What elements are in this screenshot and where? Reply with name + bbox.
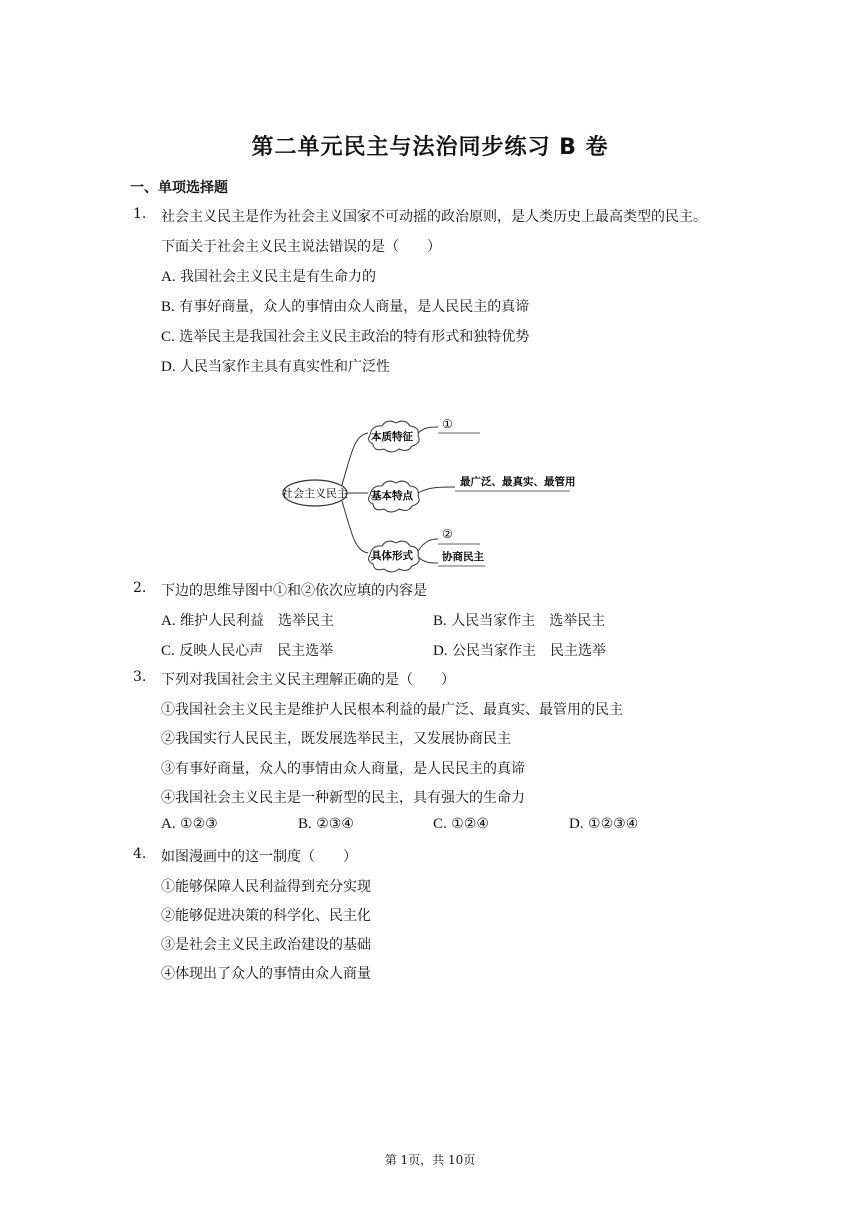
- question-stem: 社会主义民主是作为社会主义国家不可动摇的政治原则，是人类历史上最高类型的民主。: [161, 209, 707, 225]
- option-label: A.: [161, 816, 176, 832]
- statement-item: ①能够保障人民利益得到充分实现: [161, 879, 371, 895]
- question-stem: 如图漫画中的这一制度（ ）: [161, 849, 357, 865]
- statement-item: ②我国实行人民民主，既发展选举民主，又发展协商民主: [161, 731, 511, 747]
- mind-map-connector: [418, 487, 455, 493]
- blank-marker: ②: [442, 527, 453, 541]
- option-label: D.: [569, 816, 584, 832]
- question-number: 4.: [133, 846, 147, 862]
- statement-item: ③是社会主义民主政治建设的基础: [161, 937, 371, 953]
- option-d: [433, 640, 606, 660]
- question-stem: 下面关于社会主义民主说法错误的是（ ）: [161, 239, 441, 255]
- statement-item: ③有事好商量，众人的事情由众人商量，是人民民主的真谛: [161, 761, 525, 777]
- mind-map-center-label: 社会主义民主: [282, 487, 348, 500]
- section-heading: 一、单项选择题: [130, 180, 228, 196]
- question-number: 1.: [133, 206, 147, 222]
- option-a: [161, 610, 334, 630]
- option-text: 选举民主是我国社会主义民主政治的特有形式和独特优势: [179, 329, 530, 345]
- mind-map-branch-text: 协商民主: [442, 551, 484, 563]
- option-text: 反映人民心声 民主选举: [179, 643, 334, 659]
- option-text: 我国社会主义民主是有生命力的: [180, 269, 377, 285]
- option-b: [161, 296, 529, 316]
- option-text: ①②③: [180, 816, 218, 832]
- page-title: 第二单元民主与法治同步练习 B 卷: [251, 135, 609, 160]
- option-text: 有事好商量，众人的事情由众人商量，是人民民主的真谛: [179, 299, 530, 315]
- option-c: [433, 816, 489, 833]
- mind-map-connector: [342, 501, 368, 553]
- option-text: 人民当家作主 选举民主: [451, 613, 606, 629]
- option-label: B.: [433, 613, 447, 629]
- option-c: [161, 326, 529, 346]
- mind-map-connector: [342, 433, 368, 485]
- option-label: B.: [298, 816, 312, 832]
- option-label: B.: [161, 299, 175, 315]
- blank-marker: ①: [442, 417, 453, 431]
- option-b: [433, 610, 605, 630]
- mind-map-connector: [418, 427, 438, 433]
- option-text: 人民当家作主具有真实性和广泛性: [180, 359, 391, 375]
- statement-item: ①我国社会主义民主是维护人民根本利益的最广泛、最真实、最管用的民主: [161, 702, 623, 718]
- option-a: [161, 816, 218, 833]
- option-label: C.: [161, 329, 175, 345]
- statement-item: ②能够促进决策的科学化、民主化: [161, 908, 371, 924]
- option-d: [569, 816, 638, 833]
- option-a: [161, 266, 376, 286]
- question-number: 3.: [133, 669, 147, 685]
- mind-map-branch-text: 最广泛、最真实、最管用: [460, 476, 576, 488]
- mind-map-connector: [418, 539, 438, 551]
- page-footer: 第 1页，共 10页: [384, 1153, 476, 1167]
- option-label: A.: [161, 613, 176, 629]
- option-b: [298, 816, 354, 833]
- option-label: C.: [161, 643, 175, 659]
- option-text: ②③④: [316, 816, 354, 832]
- option-text: 维护人民利益 选举民主: [180, 613, 335, 629]
- mind-map-branch-label: 具体形式: [371, 550, 413, 562]
- mind-map-connector: [418, 557, 438, 563]
- statement-item: ④体现出了众人的事情由众人商量: [161, 966, 371, 982]
- option-label: D.: [161, 359, 176, 375]
- option-c: [161, 640, 333, 660]
- mind-map-branch-label: 基本特点: [371, 490, 413, 502]
- option-label: A.: [161, 269, 176, 285]
- option-label: C.: [433, 816, 447, 832]
- option-d: [161, 356, 390, 376]
- mind-map-branch-label: 本质特征: [371, 431, 413, 443]
- mind-map-figure: [270, 405, 580, 575]
- option-label: D.: [433, 643, 448, 659]
- question-stem: 下边的思维导图中①和②依次应填的内容是: [161, 583, 427, 599]
- question-number: 2.: [133, 580, 147, 596]
- option-text: ①②③④: [588, 816, 639, 832]
- option-text: 公民当家作主 民主选举: [452, 643, 607, 659]
- question-stem: 下列对我国社会主义民主理解正确的是（ ）: [161, 672, 455, 688]
- statement-item: ④我国社会主义民主是一种新型的民主，具有强大的生命力: [161, 790, 525, 806]
- option-text: ①②④: [451, 816, 489, 832]
